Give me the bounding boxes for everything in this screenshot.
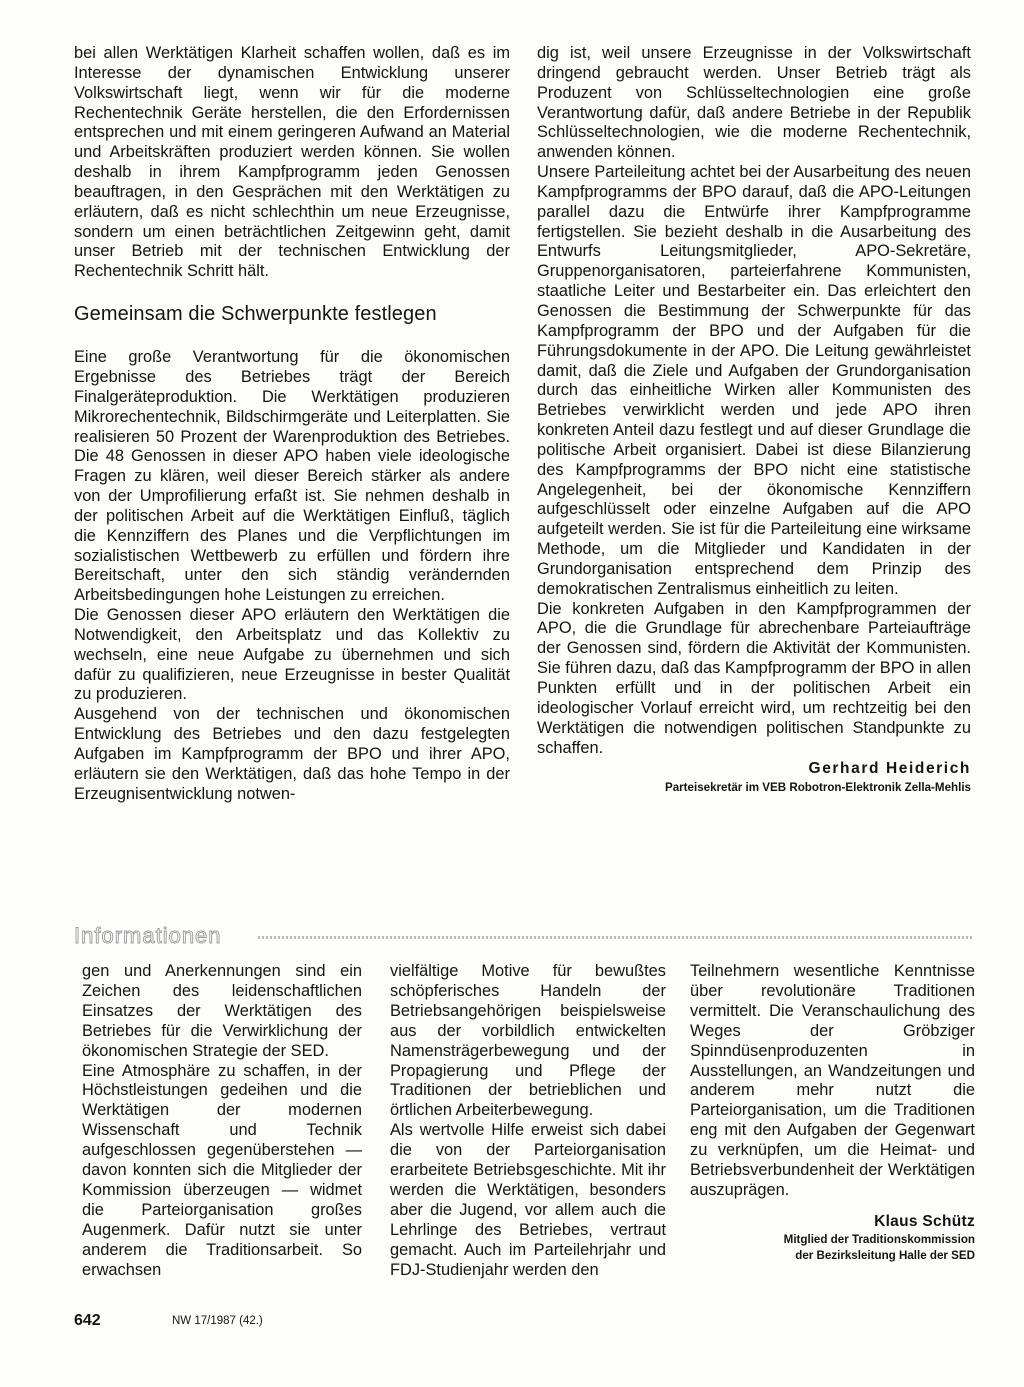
section-label: Informationen xyxy=(74,923,222,948)
paragraph: Die konkreten Aufgaben in den Kampfprogrammen der APO, die die Grundlage für abrechenbare Parteiaufträge der Genossen sind, fördern die Aktivität der Kommunisten. Sie führen dazu, daß das Kampfprogramm der BPO in allen Punkten erfüllt und in der politischen Arbeit ein ideologischer Vorlauf erreicht wird, um rechtzeitig bei den Werktätigen die notwendigen politischen Standpunkte zu schaffen. xyxy=(537,599,971,757)
paragraph: Unsere Parteileitung achtet bei der Ausarbeitung des neuen Kampfprogramms der BPO darauf, daß die APO-Leitungen parallel dazu die Entwürfe ihrer Kampfprogramme fertigstellen. Sie bezieht deshalb in die Ausarbeitung des Entwurfs Leitungsmitglieder, APO-Sekretäre, Gruppenorganisatoren, parteierfahrene Kommunisten, staatliche Leiter und Bestarbeiter ein. Das erleichtert den Genossen die Bestimmung der Schwerpunkte für das Kampfprogramm der BPO und der Aufgaben für die Führungsdokumente in der APO. Die Leitung gewährleistet damit, daß die Ziele und Aufgaben der Grundorganisation durch das einheitliche Wirken aller Kommunisten des Betriebes verwirklicht werden und jede APO ihren konkreten Anteil dazu festlegt und auf dieser Grundlage die politische Arbeit organisiert. Dabei ist diese Bilanzierung des Kampfprogramms der BPO nicht eine statistische Angelegenheit, bei der ökonomische Kennziffern aufgeschlüsselt oder einzelne Aufgaben auf die APO aufgeteilt werden. Sie ist für die Parteileitung eine wirksame Methode, um die Mitglieder und Kandidaten in der Grundorganisation entsprechend dem Prinzip des demokratischen Zentralismus einheitlich zu leiten. xyxy=(537,163,971,598)
informationen-banner xyxy=(74,924,974,948)
author-name: Klaus Schütz xyxy=(874,1212,975,1230)
intro-paragraph: bei allen Werktätigen Klarheit schaffen wollen, daß es im Interesse der dynamischen Entwicklung unserer Volkswirtschaft liegt, wenn wir für die moderne Rechentechnik Geräte herstellen, die den Erfordernissen entsprechen und mit einem geringeren Aufwand an Material und Arbeitskräften produziert werden können. Sie wollen deshalb in ihrem Kampfprogramm jeden Genossen beauftragen, in den Gesprächen mit den Werktätigen zu erläutern, daß es nicht schlechthin um neue Erzeugnisse, sondern um einen beträchtlichen Zeitgewinn geht, damit unser Betrieb mit der technischen Entwicklung der Rechentechnik Schritt hält. xyxy=(74,44,510,281)
paragraph: Als wertvolle Hilfe erweist sich dabei die von der Parteiorganisation erarbeitete Betriebsgeschichte. Mit ihr werden die Werktätigen, besonders aber die Jugend, vor allem auch die Lehrlinge des Betriebes, vertraut gemacht. Auch im Parteilehrjahr und FDJ-Studienjahr werden den xyxy=(390,1121,666,1279)
paragraph: Eine große Verantwortung für die ökonomischen Ergebnisse des Betriebes trägt der Bereich Finalgeräteproduktion. Die Werktätigen produzieren Mikrorechentechnik, Bildschirmgeräte und Leiterplatten. Sie realisieren 50 Prozent der Warenproduktion des Betriebes. Die 48 Genossen in dieser APO haben viele ideologische Fragen zu klären, weil dieser Bereich stärker als andere von der Umprofilierung erfaßt ist. Sie nehmen deshalb in der politischen Arbeit auf die Werktätigen Einfluß, täglich die Kennziffern des Planes und die Verpflichtungen im sozialistischen Wettbewerb zu erfüllen und fördern ihre Bereitschaft, unter den sich ständig verändernden Arbeitsbedingungen hohe Leistungen zu erreichen. xyxy=(74,348,510,605)
paragraph: Eine Atmosphäre zu schaffen, in der Höchstleistungen gedeihen und die Werktätigen der modernen Wissenschaft und Technik aufgeschlossen gegenüberstehen — davon konnten sich die Mitglieder der Kommission überzeugen — widmet die Parteiorganisation großes Augenmerk. Dafür nutzt sie unter anderem die Traditionsarbeit. So erwachsen xyxy=(82,1061,362,1279)
section-heading: Gemeinsam die Schwerpunkte festlegen xyxy=(74,303,437,326)
page-number: 642 xyxy=(74,1312,101,1329)
article-left-column xyxy=(74,44,510,805)
page-footer xyxy=(74,1312,474,1332)
info-column-1 xyxy=(82,962,362,1281)
info-column-2 xyxy=(390,962,666,1281)
author-role-line: der Bezirksleitung Halle der SED xyxy=(795,1248,975,1262)
paragraph: dig ist, weil unsere Erzeugnisse in der Volkswirtschaft dringend gebraucht werden. Unser Betrieb trägt als Produzent von Schlüsseltechnologien eine große Verantwortung dafür, daß andere Betriebe in der Republik Schlüsseltechnologien, wie die moderne Rechentechnik, anwenden können. xyxy=(537,44,971,162)
article-right-column xyxy=(537,44,971,796)
paragraph: vielfältige Motive für bewußtes schöpferisches Handeln der Betriebsangehörigen beispielsweise aus der vorbildlich entwickelten Namensträgerbewegung und der Propagierung und Pflege der Traditionen der betrieblichen und örtlichen Arbeiterbewegung. xyxy=(390,962,666,1120)
dotted-rule xyxy=(258,936,974,939)
paragraph: gen und Anerkennungen sind ein Zeichen des leidenschaftlichen Einsatzes der Werktätigen des Betriebes für die Verwirklichung der ökonomischen Strategie der SED. xyxy=(82,962,362,1060)
author-name: Gerhard Heiderich xyxy=(808,760,971,778)
paragraph: Die Genossen dieser APO erläutern den Werktätigen die Notwendigkeit, den Arbeitsplatz und das Kollektiv zu wechseln, eine neue Aufgabe zu übernehmen und sich dafür zu qualifizieren, neue Erzeugnisse in bester Qualität zu produzieren. xyxy=(74,606,510,704)
info-column-3 xyxy=(690,962,975,1264)
paragraph: Teilnehmern wesentliche Kenntnisse über revolutionäre Traditionen vermittelt. Die Veranschaulichung des Weges der Gröbziger Spinndüsenproduzenten in Ausstellungen, an Wandzeitungen und anderem mehr nutzt die Parteiorganisation, um die Traditionen eng mit den Aufgaben der Gegenwart zu verknüpfen, um die Heimat- und Betriebsverbundenheit der Werktätigen auszuprägen. xyxy=(690,962,975,1199)
author-role: Parteisekretär im VEB Robotron-Elektronik Zella-Mehlis xyxy=(664,781,971,795)
issue-label: NW 17/1987 (42.) xyxy=(172,1315,263,1327)
author-role-line: Mitglied der Traditionskommission xyxy=(783,1232,975,1246)
paragraph: Ausgehend von der technischen und ökonomischen Entwicklung des Betriebes und den dazu festgelegten Aufgaben im Kampfprogramm der BPO und ihrer APO, erläutern sie den Werktätigen, daß das hohe Tempo in der Erzeugnisentwicklung notwen- xyxy=(74,705,510,803)
